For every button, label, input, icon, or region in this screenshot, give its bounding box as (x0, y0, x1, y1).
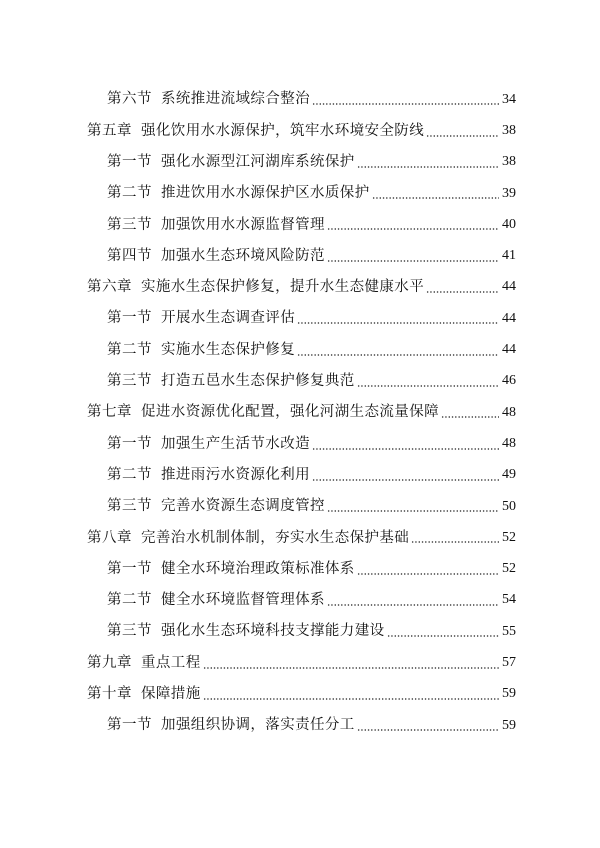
toc-entry-label (87, 687, 201, 702)
toc-entry-label (107, 155, 355, 170)
toc-entry-title: 重点工程 (141, 654, 201, 671)
toc-entry-title: 加强生产生活节水改造 (161, 435, 310, 452)
toc-entry-page: 50 (502, 498, 516, 514)
toc-entry-page: 48 (502, 435, 516, 451)
toc-entry-label (107, 437, 310, 452)
dot-leader (357, 165, 499, 169)
toc-entry-number: 第一节 (107, 560, 152, 577)
toc-entry-title: 打造五邑水生态保护修复典范 (161, 373, 355, 390)
toc-entry-label (107, 249, 325, 264)
toc-entry[interactable] (0, 428, 600, 459)
toc-entry-label (87, 124, 424, 139)
toc-entry[interactable] (0, 553, 600, 584)
dot-leader (327, 509, 499, 513)
toc-entry[interactable] (0, 522, 600, 553)
toc-entry-label (107, 92, 310, 107)
toc-entry-title: 实施水生态保护修复，提升水生态健康水平 (141, 279, 425, 296)
dot-leader (357, 728, 499, 732)
toc-entry-number: 第九章 (87, 654, 132, 671)
dot-leader (327, 259, 499, 263)
toc-entry-label (107, 186, 370, 201)
toc-entry-number: 第三节 (107, 216, 152, 233)
toc-entry[interactable] (0, 460, 600, 491)
toc-entry[interactable] (0, 397, 600, 428)
toc-entry-label (87, 531, 409, 546)
toc-entry-title: 保障措施 (141, 686, 201, 703)
toc-entry-label (107, 343, 295, 358)
toc-entry-title: 完善水资源生态调度管控 (161, 498, 325, 515)
toc-entry-label (107, 468, 310, 483)
toc-entry-title: 健全水环境监督管理体系 (161, 592, 325, 609)
dot-leader (411, 540, 499, 544)
toc-entry[interactable] (0, 178, 600, 209)
dot-leader (203, 666, 499, 670)
toc-entry-page: 57 (502, 654, 516, 670)
toc-entry[interactable] (0, 710, 600, 741)
toc-entry-number: 第七章 (87, 404, 132, 421)
toc-entry[interactable] (0, 616, 600, 647)
toc-entry-title: 开展水生态调查评估 (161, 310, 296, 327)
toc-entry[interactable] (0, 240, 600, 271)
toc-entry-page: 39 (502, 185, 516, 201)
table-of-contents (0, 84, 600, 741)
toc-entry-number: 第二节 (107, 466, 152, 483)
toc-entry-number: 第一节 (107, 310, 152, 327)
toc-entry-title: 系统推进流域综合整治 (161, 91, 310, 108)
toc-entry-title: 加强组织协调，落实责任分工 (161, 717, 355, 734)
toc-entry-page: 38 (502, 154, 516, 170)
toc-entry-number: 第三节 (107, 373, 152, 390)
toc-entry-number: 第二节 (107, 592, 152, 609)
dot-leader (312, 478, 499, 482)
toc-entry-label (87, 405, 439, 420)
toc-entry-page: 44 (502, 342, 516, 358)
toc-entry-title: 实施水生态保护修复 (161, 341, 296, 358)
toc-entry-page: 46 (502, 373, 516, 389)
toc-entry-page: 34 (502, 91, 516, 107)
toc-entry-title: 加强饮用水水源监督管理 (161, 216, 325, 233)
toc-entry-number: 第六节 (107, 91, 152, 108)
toc-entry[interactable] (0, 585, 600, 616)
toc-entry-label (87, 280, 424, 295)
toc-entry-page: 48 (502, 404, 516, 420)
toc-entry-page: 54 (502, 592, 516, 608)
toc-entry-page: 52 (502, 529, 516, 545)
toc-entry-title: 完善治水机制体制，夯实水生态保护基础 (141, 529, 410, 546)
toc-entry-page: 49 (502, 467, 516, 483)
dot-leader (387, 634, 500, 638)
toc-entry-number: 第十章 (87, 686, 132, 703)
toc-entry-number: 第三节 (107, 623, 152, 640)
dot-leader (297, 353, 499, 357)
toc-entry[interactable] (0, 115, 600, 146)
toc-entry-page: 40 (502, 216, 516, 232)
dot-leader (441, 415, 499, 419)
toc-entry[interactable] (0, 272, 600, 303)
toc-entry-title: 强化饮用水水源保护，筑牢水环境安全防线 (141, 122, 425, 139)
toc-entry-number: 第六章 (87, 279, 132, 296)
toc-entry[interactable] (0, 491, 600, 522)
toc-entry-page: 44 (502, 310, 516, 326)
dot-leader (357, 384, 499, 388)
dot-leader (426, 290, 499, 294)
toc-entry-number: 第二节 (107, 341, 152, 358)
toc-entry-number: 第四节 (107, 247, 152, 264)
toc-entry-label (107, 562, 355, 577)
toc-entry-page: 44 (502, 279, 516, 295)
toc-entry-label (107, 718, 355, 733)
toc-entry-page: 38 (502, 122, 516, 138)
toc-entry-number: 第三节 (107, 498, 152, 515)
toc-entry-page: 55 (502, 623, 516, 639)
toc-entry-title: 推进雨污水资源化利用 (161, 466, 310, 483)
dot-leader (297, 321, 499, 325)
toc-entry-label (107, 499, 325, 514)
toc-entry-page: 52 (502, 561, 516, 577)
toc-entry-number: 第二节 (107, 185, 152, 202)
toc-entry-label (87, 656, 201, 671)
dot-leader (426, 134, 499, 138)
dot-leader (203, 697, 499, 701)
toc-entry[interactable] (0, 84, 600, 115)
toc-entry-number: 第一节 (107, 717, 152, 734)
toc-entry-title: 加强水生态环境风险防范 (161, 247, 325, 264)
dot-leader (312, 102, 499, 106)
toc-entry-page: 41 (502, 248, 516, 264)
dot-leader (372, 196, 499, 200)
dot-leader (327, 603, 499, 607)
toc-entry-number: 第一节 (107, 153, 152, 170)
toc-entry-page: 59 (502, 717, 516, 733)
toc-entry[interactable] (0, 303, 600, 334)
toc-entry-title: 推进饮用水水源保护区水质保护 (161, 185, 370, 202)
toc-entry[interactable] (0, 366, 600, 397)
toc-entry-label (107, 311, 295, 326)
toc-entry-label (107, 374, 355, 389)
dot-leader (327, 227, 499, 231)
toc-entry-page: 59 (502, 686, 516, 702)
dot-leader (357, 572, 499, 576)
toc-entry[interactable] (0, 209, 600, 240)
toc-entry-label (107, 624, 385, 639)
toc-entry[interactable] (0, 147, 600, 178)
toc-entry-number: 第八章 (87, 529, 132, 546)
toc-entry-title: 健全水环境治理政策标准体系 (161, 560, 355, 577)
toc-entry-title: 强化水源型江河湖库系统保护 (161, 153, 355, 170)
dot-leader (312, 447, 499, 451)
toc-entry-title: 强化水生态环境科技支撑能力建设 (161, 623, 385, 640)
toc-entry-title: 促进水资源优化配置，强化河湖生态流量保障 (141, 404, 439, 421)
toc-entry[interactable] (0, 647, 600, 678)
toc-entry-label (107, 218, 325, 233)
toc-entry-number: 第一节 (107, 435, 152, 452)
toc-entry[interactable] (0, 334, 600, 365)
toc-entry-number: 第五章 (87, 122, 132, 139)
toc-entry[interactable] (0, 679, 600, 710)
toc-entry-label (107, 593, 325, 608)
